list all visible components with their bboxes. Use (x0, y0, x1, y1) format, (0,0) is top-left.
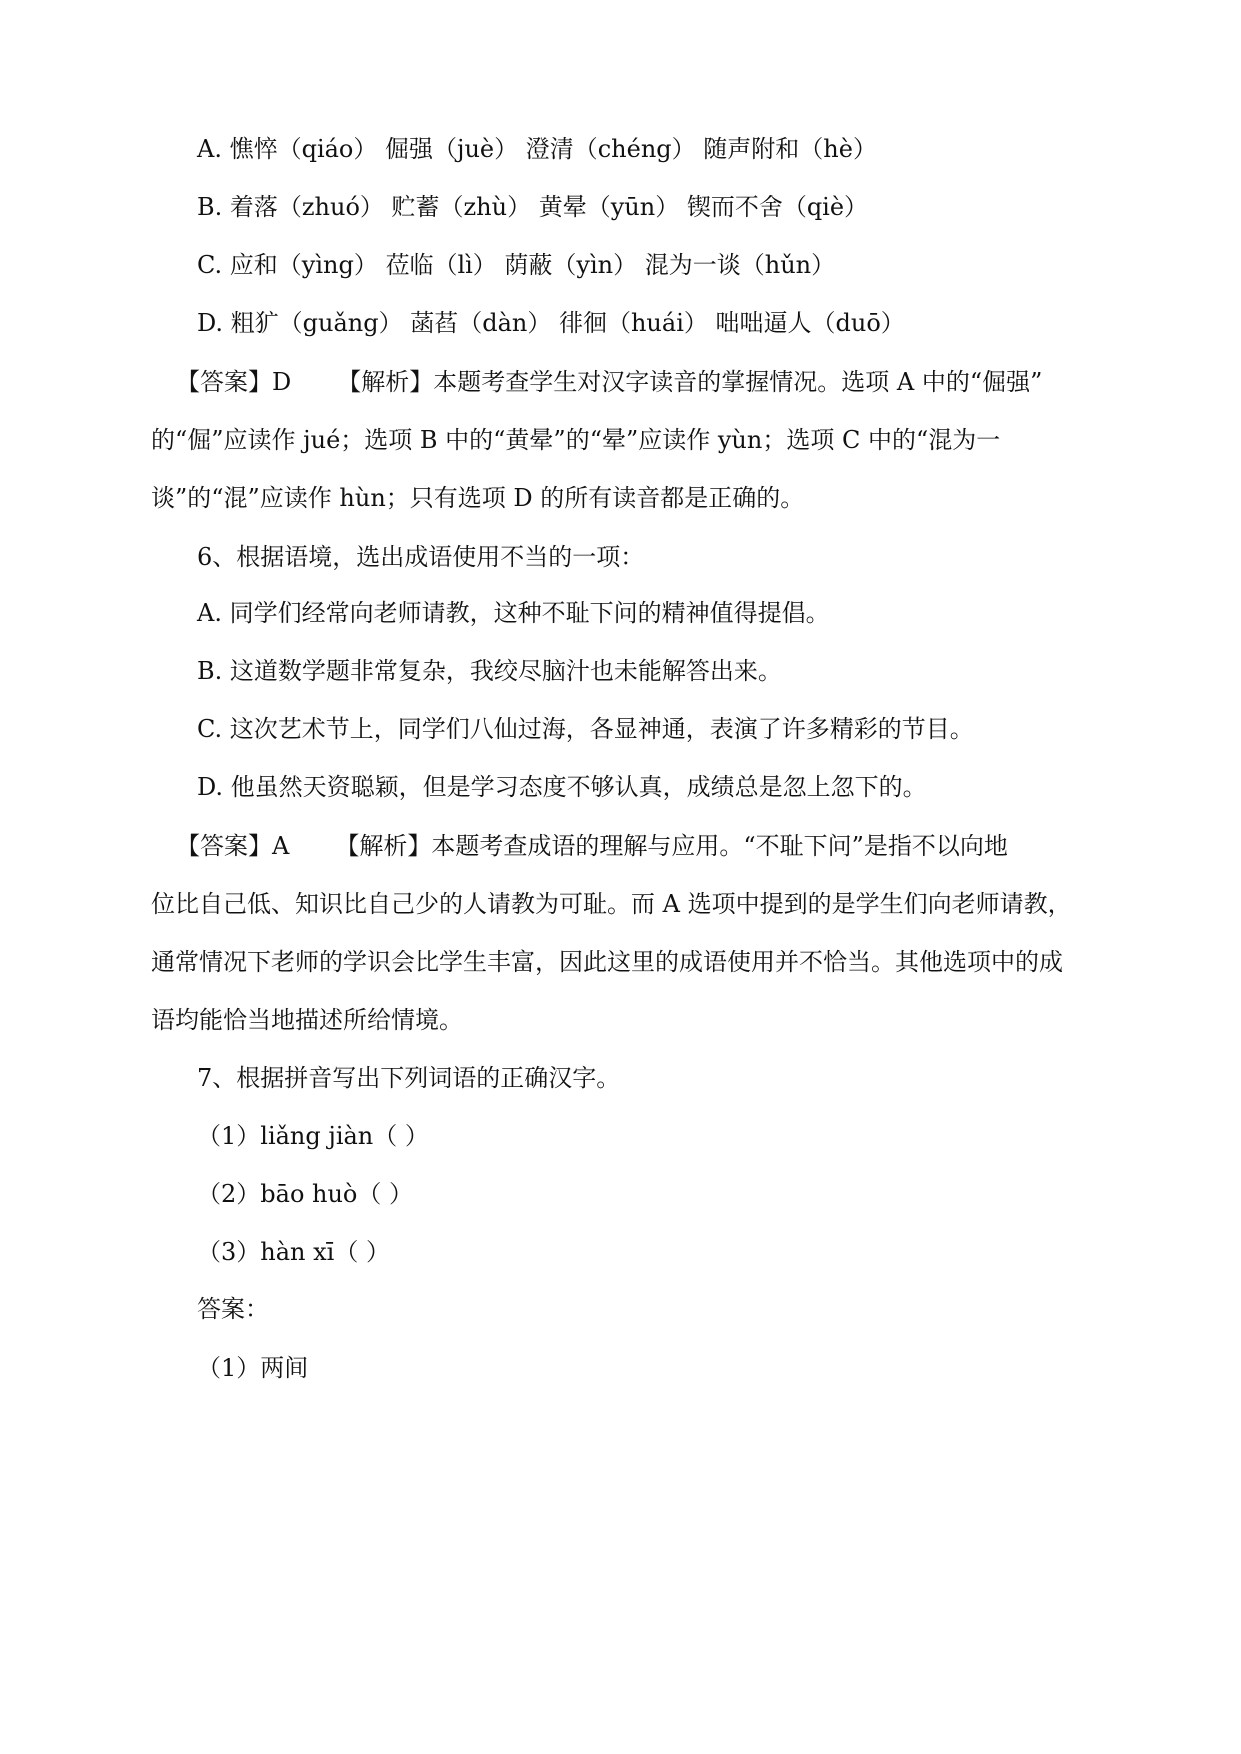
q7-answer-heading: 答案： (197, 1295, 269, 1323)
q6-question: 6、根据语境，选出成语使用不当的一项： (197, 543, 645, 571)
q5-option-b: B. 着落（zhuó） 贮蓄（zhù） 黄晕（yūn） 锲而不舍（qiè） (197, 193, 869, 221)
q7-item-3: （3）hàn xī（ ） (197, 1238, 390, 1266)
q5-option-a: A. 憔悴（qiáo） 倔强（juè） 澄清（chéng） 随声附和（hè） (197, 135, 877, 163)
q6-option-c: C. 这次艺术节上，同学们八仙过海，各显神通，表演了许多精彩的节目。 (197, 715, 974, 743)
q5-analysis-line-1: 【解析】本题考查学生对汉字读音的掌握情况。选项 A 中的“倔强” (337, 368, 1043, 396)
q6-option-d: D. 他虽然天资聪颖，但是学习态度不够认真，成绩总是忽上忽下的。 (197, 773, 927, 801)
q6-analysis-line-4: 语均能恰当地描述所给情境。 (151, 1006, 463, 1034)
q6-analysis-line-1: 【解析】本题考查成语的理解与应用。“不耻下问”是指不以向地 (335, 832, 1008, 860)
q5-answer-label: 【答案】D (176, 368, 292, 396)
q7-question: 7、根据拼音写出下列词语的正确汉字。 (197, 1064, 621, 1092)
q6-analysis-line-2: 位比自己低、知识比自己少的人请教为可耻。而 A 选项中提到的是学生们向老师请教， (151, 890, 1072, 918)
q5-analysis-line-3: 谈”的“混”应读作 hùn；只有选项 D 的所有读音都是正确的。 (151, 484, 805, 512)
q5-option-c: C. 应和（yìng） 莅临（lì） 荫蔽（yìn） 混为一谈（hǔn） (197, 251, 836, 279)
q5-answer-line (176, 365, 1042, 399)
q7-item-1: （1）liǎng jiàn（ ） (197, 1122, 429, 1150)
q6-answer-label: 【答案】A (176, 832, 290, 860)
q5-option-d: D. 粗犷（guǎng） 菡萏（dàn） 徘徊（huái） 咄咄逼人（duō） (197, 309, 905, 337)
q5-analysis-line-2: 的“倔”应读作 jué；选项 B 中的“黄晕”的“晕”应读作 yùn；选项 C 中的“混为一 (151, 426, 1001, 454)
q6-option-a: A. 同学们经常向老师请教，这种不耻下问的精神值得提倡。 (197, 599, 830, 627)
q7-item-2: （2）bāo huò（ ） (197, 1180, 414, 1208)
q7-answer-1: （1）两间 (197, 1354, 309, 1382)
q6-analysis-line-3: 通常情况下老师的学识会比学生丰富，因此这里的成语使用并不恰当。其他选项中的成 (151, 948, 1063, 976)
q6-answer-line (176, 829, 1008, 863)
q6-option-b: B. 这道数学题非常复杂，我绞尽脑汁也未能解答出来。 (197, 657, 782, 685)
